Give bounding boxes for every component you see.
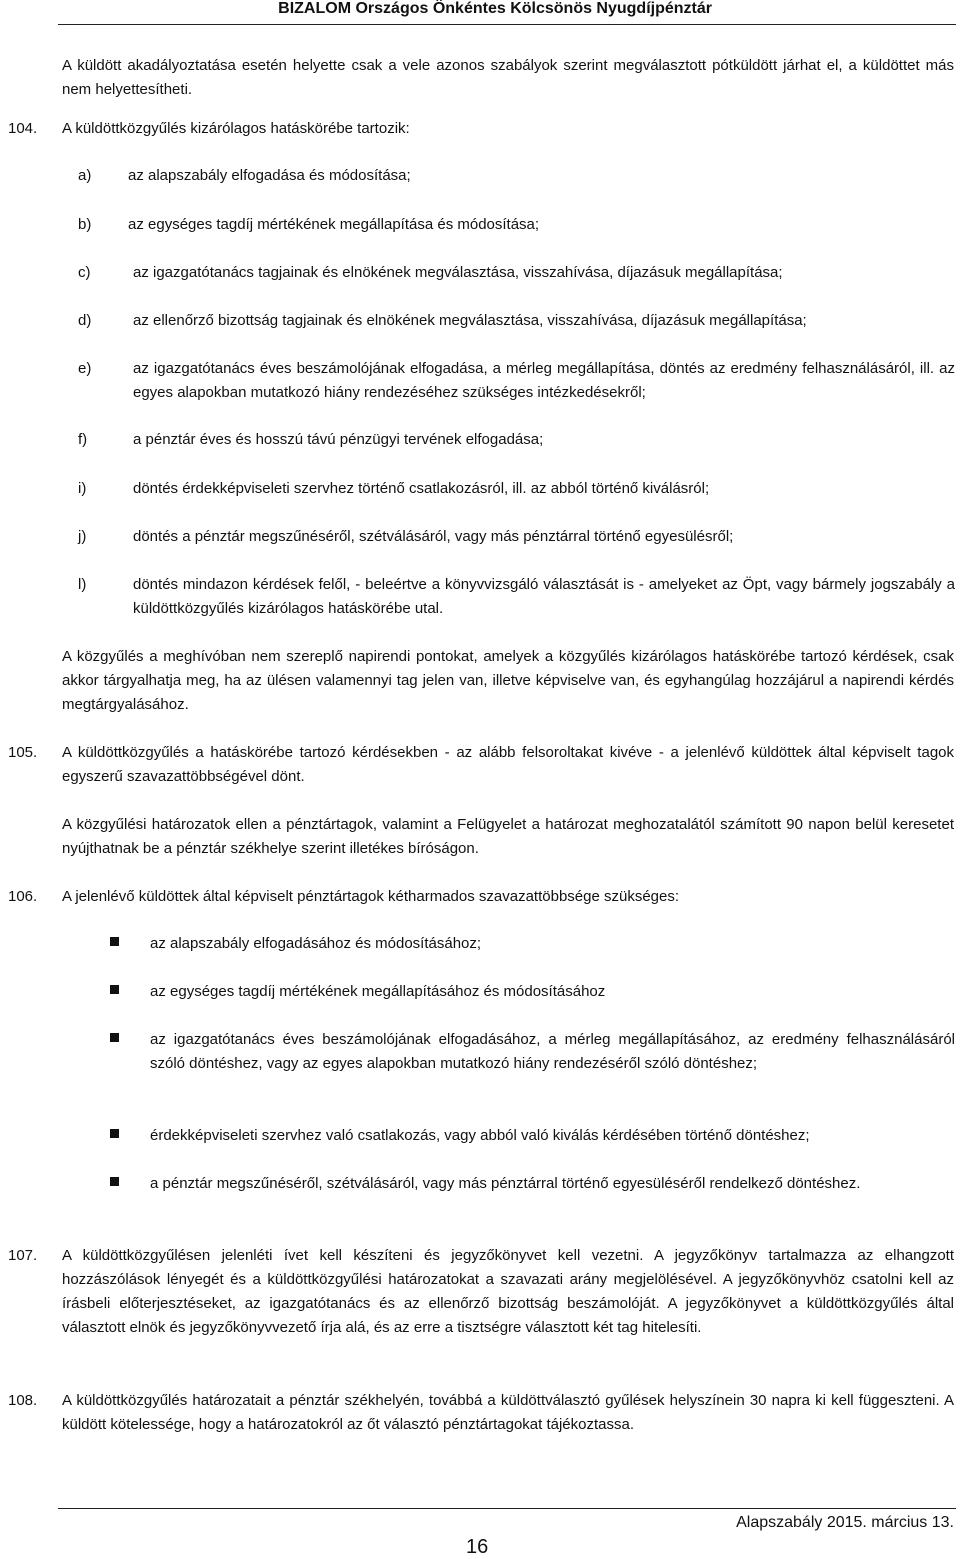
list-item: az ellenőrző bizottság tagjainak és elnökének megválasztása, visszahívása, díjazásuk megállapítása; bbox=[133, 312, 807, 329]
section-105-extra: A közgyűlési határozatok ellen a pénztártagok, valamint a Felügyelet a határozat meghozatalától számított 90 napon belül keresetet nyújthatnak be a pénztár székhelye szerint illetékes bíróságon. bbox=[62, 816, 954, 857]
list-item-label: i) bbox=[78, 480, 87, 497]
list-item-label: e) bbox=[78, 360, 92, 377]
section-106-text: A jelenlévő küldöttek által képviselt pénztártagok kétharmados szavazattöbbsége szükséges: bbox=[62, 888, 680, 905]
section-105-text: A küldöttközgyűlés a hatáskörébe tartozó kérdésekben - az alább felsoroltakat kivéve - a jelenlévő küldöttek által képviselt tagok egyszerű szavazattöbbségével dönt. bbox=[62, 744, 954, 785]
bullet-item: az alapszabály elfogadásához és módosításához; bbox=[150, 935, 482, 952]
bullet-icon bbox=[110, 937, 120, 947]
bullet-item: a pénztár megszűnéséről, szétválásáról, vagy más pénztárral történő egyesüléséről rendelkező döntéshez. bbox=[150, 1175, 861, 1192]
bullet-item: az egységes tagdíj mértékének megállapításához és módosításához bbox=[150, 983, 606, 1000]
bullet-item: érdekképviseleti szervhez való csatlakozás, vagy abból való kiválás kérdésében történő döntéshez; bbox=[150, 1127, 810, 1144]
list-item: az alapszabály elfogadása és módosítása; bbox=[128, 167, 411, 184]
section-106-number: 106. bbox=[8, 888, 38, 905]
section-104-text: A küldöttközgyűlés kizárólagos hatáskörébe tartozik: bbox=[62, 120, 410, 137]
bullet-icon bbox=[110, 1129, 120, 1139]
list-item-label: a) bbox=[78, 167, 92, 184]
list-item-label: f) bbox=[78, 431, 88, 448]
bullet-icon bbox=[110, 1177, 120, 1187]
list-item: a pénztár éves és hosszú távú pénzügyi tervének elfogadása; bbox=[133, 431, 544, 448]
section-107-number: 107. bbox=[8, 1247, 38, 1264]
section-108-text: A küldöttközgyűlés határozatait a pénztár székhelyén, továbbá a küldöttválasztó gyűlések helyszínein 30 napra ki kell függeszteni. A küldött kötelessége, hogy a határozatokról az őt választó pénztártagokat tájékoztassa. bbox=[62, 1392, 954, 1433]
section-108-number: 108. bbox=[8, 1392, 38, 1409]
header-title: BIZALOM Országos Önkéntes Kölcsönös Nyugdíjpénztár bbox=[278, 0, 712, 17]
list-item: döntés a pénztár megszűnéséről, szétválásáról, vagy más pénztárral történő egyesülésről; bbox=[133, 528, 734, 545]
header-divider bbox=[58, 24, 956, 25]
footer-divider bbox=[58, 1508, 956, 1509]
list-item-label: b) bbox=[78, 216, 92, 233]
list-item-label: d) bbox=[78, 312, 92, 329]
page-number: 16 bbox=[466, 1536, 489, 1558]
list-item: az igazgatótanács éves beszámolójának elfogadása, a mérleg megállapítása, döntés az eredmény felhasználásáról, ill. az egyes alapokban mutatkozó hiány rendezéséhez szükséges intézkedésekről; bbox=[133, 360, 955, 401]
list-item-label: c) bbox=[78, 264, 91, 281]
intro-paragraph: A küldött akadályoztatása esetén helyette csak a vele azonos szabályok szerint megválasztott pótküldött járhat el, a küldöttet más nem helyettesítheti. bbox=[62, 57, 954, 98]
bullet-item: az igazgatótanács éves beszámolójának elfogadásához, a mérleg megállapításához, az eredmény felhasználásáról szóló döntéshez, vagy az egyes alapokban mutatkozó hiány rendezéséről szóló döntéshez; bbox=[150, 1031, 955, 1072]
bullet-icon bbox=[110, 985, 120, 995]
list-item: döntés érdekképviseleti szervhez történő csatlakozásról, ill. az abból történő kiválásról; bbox=[133, 480, 710, 497]
section-107-text: A küldöttközgyűlésen jelenléti ívet kell készíteni és jegyzőkönyvet kell vezetni. A jegyzőkönyv tartalmazza az elhangzott hozzászólások lényegét és a küldöttközgyűlési határozatokat a szavazati arány megjelölésével. A jegyzőkönyvhöz csatolni kell az írásbeli előterjesztéseket, az igazgatótanács és az ellenőrző bizottság beszámolóját. A jegyzőkönyvet a küldöttközgyűlés által választott elnök és jegyzőkönyvvezető írja alá, és az erre a tisztségre választott két tag hitelesíti. bbox=[62, 1247, 954, 1336]
list-item: az egységes tagdíj mértékének megállapítása és módosítása; bbox=[128, 216, 540, 233]
section-104-number: 104. bbox=[8, 120, 38, 137]
list-item: döntés mindazon kérdések felől, - beleértve a könyvvizsgáló választását is - amelyeket az Öpt, vagy bármely jogszabály a küldöttközgyűlés kizárólagos hatáskörébe utal. bbox=[133, 576, 955, 617]
bullet-icon bbox=[110, 1033, 120, 1043]
list-item-label: j) bbox=[78, 528, 87, 545]
section-105-number: 105. bbox=[8, 744, 38, 761]
list-item-label: l) bbox=[78, 576, 87, 593]
footer-date: Alapszabály 2015. március 13. bbox=[736, 1514, 954, 1531]
section-104-closing: A közgyűlés a meghívóban nem szereplő napirendi pontokat, amelyek a közgyűlés kizárólagos hatáskörébe tartozó kérdések, csak akkor tárgyalhatja meg, ha az ülésen valamennyi tag jelen van, illetve képviselve van, és egyhangúlag hozzájárul a napirendi kérdés megtárgyalásához. bbox=[62, 648, 954, 713]
list-item: az igazgatótanács tagjainak és elnökének megválasztása, visszahívása, díjazásuk megállapítása; bbox=[133, 264, 783, 281]
